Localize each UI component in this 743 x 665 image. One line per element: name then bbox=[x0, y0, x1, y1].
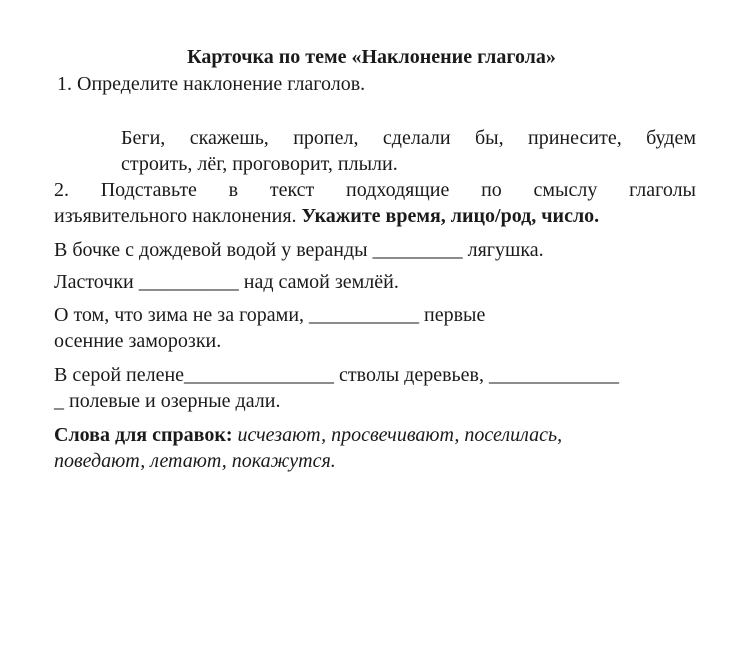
sentence-4-line1: В серой пелене_______________ стволы деревьев, _____________ bbox=[54, 364, 619, 386]
task1-instruction: 1. Определите наклонение глаголов. bbox=[57, 73, 366, 95]
sentence-2: Ласточки __________ над самой землёй. bbox=[54, 271, 399, 293]
reference-line1 bbox=[54, 422, 562, 448]
task1-verbs-line2: строить, лёг, проговорит, плыли. bbox=[121, 153, 398, 175]
task2-instruction-plain: изъявительного наклонения. bbox=[54, 205, 297, 227]
reference-label: Слова для справок: bbox=[54, 424, 233, 446]
sentence-3-line1: О том, что зима не за горами, ___________ первые bbox=[54, 304, 486, 326]
card-title: Карточка по теме «Наклонение глагола» bbox=[187, 46, 556, 68]
sentence-3-line2: осенние заморозки. bbox=[54, 330, 222, 352]
sentence-4-line2: _ полевые и озерные дали. bbox=[54, 390, 281, 412]
task2-instruction-bold: Укажите время, лицо/род, число. bbox=[301, 205, 600, 227]
task2-instruction-line1: 2. Подставьте в текст подходящие по смыслу глаголы bbox=[54, 179, 696, 201]
sentence-1: В бочке с дождевой водой у веранды _________ лягушка. bbox=[54, 239, 544, 261]
reference-words-2: поведают, летают, покажутся. bbox=[54, 450, 336, 472]
reference-words-1: исчезают, просвечивают, поселилась, bbox=[237, 424, 563, 446]
task1-verbs-line1: Беги, скажешь, пропел, сделали бы, принесите, будем bbox=[121, 127, 696, 149]
task2-instruction-line2 bbox=[54, 203, 599, 229]
